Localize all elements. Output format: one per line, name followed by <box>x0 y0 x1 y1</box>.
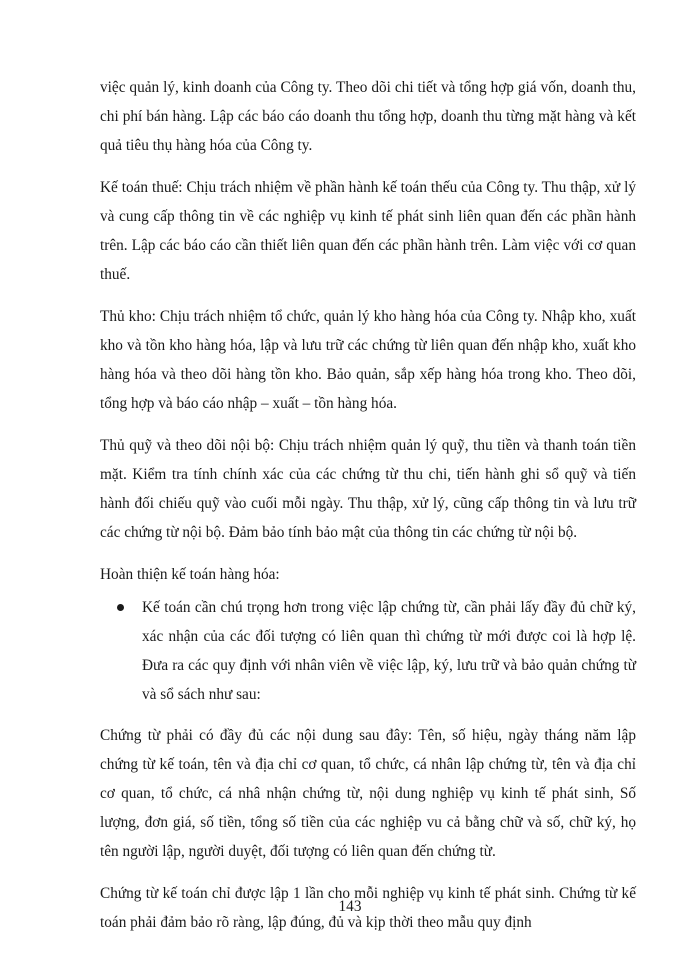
bullet-item <box>142 593 636 709</box>
bullet-list <box>100 593 636 709</box>
bullet-text: Kế toán cần chú trọng hơn trong việc lập chứng từ, cần phải lấy đầy đủ chữ ký, xác nhận của các đối tượng có liên quan thì chứng từ mới được coi là hợp lệ. Đưa ra các quy định với nhân viên về việc lập, ký, lưu trữ và bảo quản chứng từ và sổ sách như sau: <box>142 599 636 703</box>
bullet-dot-icon <box>117 604 124 611</box>
paragraph-document-content: Chứng từ phải có đầy đủ các nội dung sau đây: Tên, số hiệu, ngày tháng năm lập chứng từ kế toán, tên và địa chỉ cơ quan, tổ chức, cá nhân lập chứng từ, tên và địa chỉ cơ quan, tổ chức, cá nhâ nhận chứng từ, nội dung nghiệp vụ kinh tế phát sinh, Số lượng, đơn giá, số tiền, tổng số tiền của các nghiệp vu cả bằng chữ và số, chữ ký, họ tên người lập, người duyệt, đối tượng có liên quan đến chứng từ. <box>100 727 636 860</box>
paragraph-warehouse-keeper: Thủ kho: Chịu trách nhiệm tổ chức, quản lý kho hàng hóa của Công ty. Nhập kho, xuất kho và tồn kho hàng hóa, lập và lưu trữ các chứng từ liên quan đến nhập kho, xuất kho hàng hóa và theo dõi hàng tồn kho. Bảo quản, sắp xếp hàng hóa trong kho. Theo dõi, tổng hợp và báo cáo nhập – xuất – tồn hàng hóa. <box>100 308 636 412</box>
section-heading: Hoàn thiện kế toán hàng hóa: <box>100 566 280 583</box>
page-number: 143 <box>338 898 362 915</box>
document-page <box>100 73 636 950</box>
paragraph-document-once: Chứng từ kế toán chỉ được lập 1 lần cho mỗi nghiệp vụ kinh tế phát sinh. Chứng từ kế toán phải đảm bảo rõ ràng, lập đúng, đủ và kịp thời theo mẫu quy định <box>100 885 636 931</box>
paragraph-tax-accounting: Kế toán thuế: Chịu trách nhiệm về phần hành kế toán thếu của Công ty. Thu thập, xử lý và cung cấp thông tin về các nghiệp vụ kinh tế phát sinh liên quan đến các phần hành trên. Lập các báo cáo cần thiết liên quan đến các phần hành trên. Làm việc với cơ quan thuế. <box>100 179 636 283</box>
paragraph-sales-accounting: việc quản lý, kinh doanh của Công ty. Theo dõi chi tiết và tổng hợp giá vốn, doanh thu, chi phí bán hàng. Lập các báo cáo doanh thu tổng hợp, doanh thu từng mặt hàng và kết quả tiêu thụ hàng hóa của Công ty. <box>100 79 636 154</box>
paragraph-treasurer: Thủ quỹ và theo dõi nội bộ: Chịu trách nhiệm quản lý quỹ, thu tiền và thanh toán tiền mặt. Kiểm tra tính chính xác của các chứng từ thu chi, tiến hành ghi sổ quỹ và tiến hành đối chiếu quỹ vào cuối mỗi ngày. Thu thập, xử lý, cũng cấp thông tin và lưu trữ các chứng từ nội bộ. Đảm bảo tính bảo mật của thông tin các chứng từ nội bộ. <box>100 437 636 541</box>
